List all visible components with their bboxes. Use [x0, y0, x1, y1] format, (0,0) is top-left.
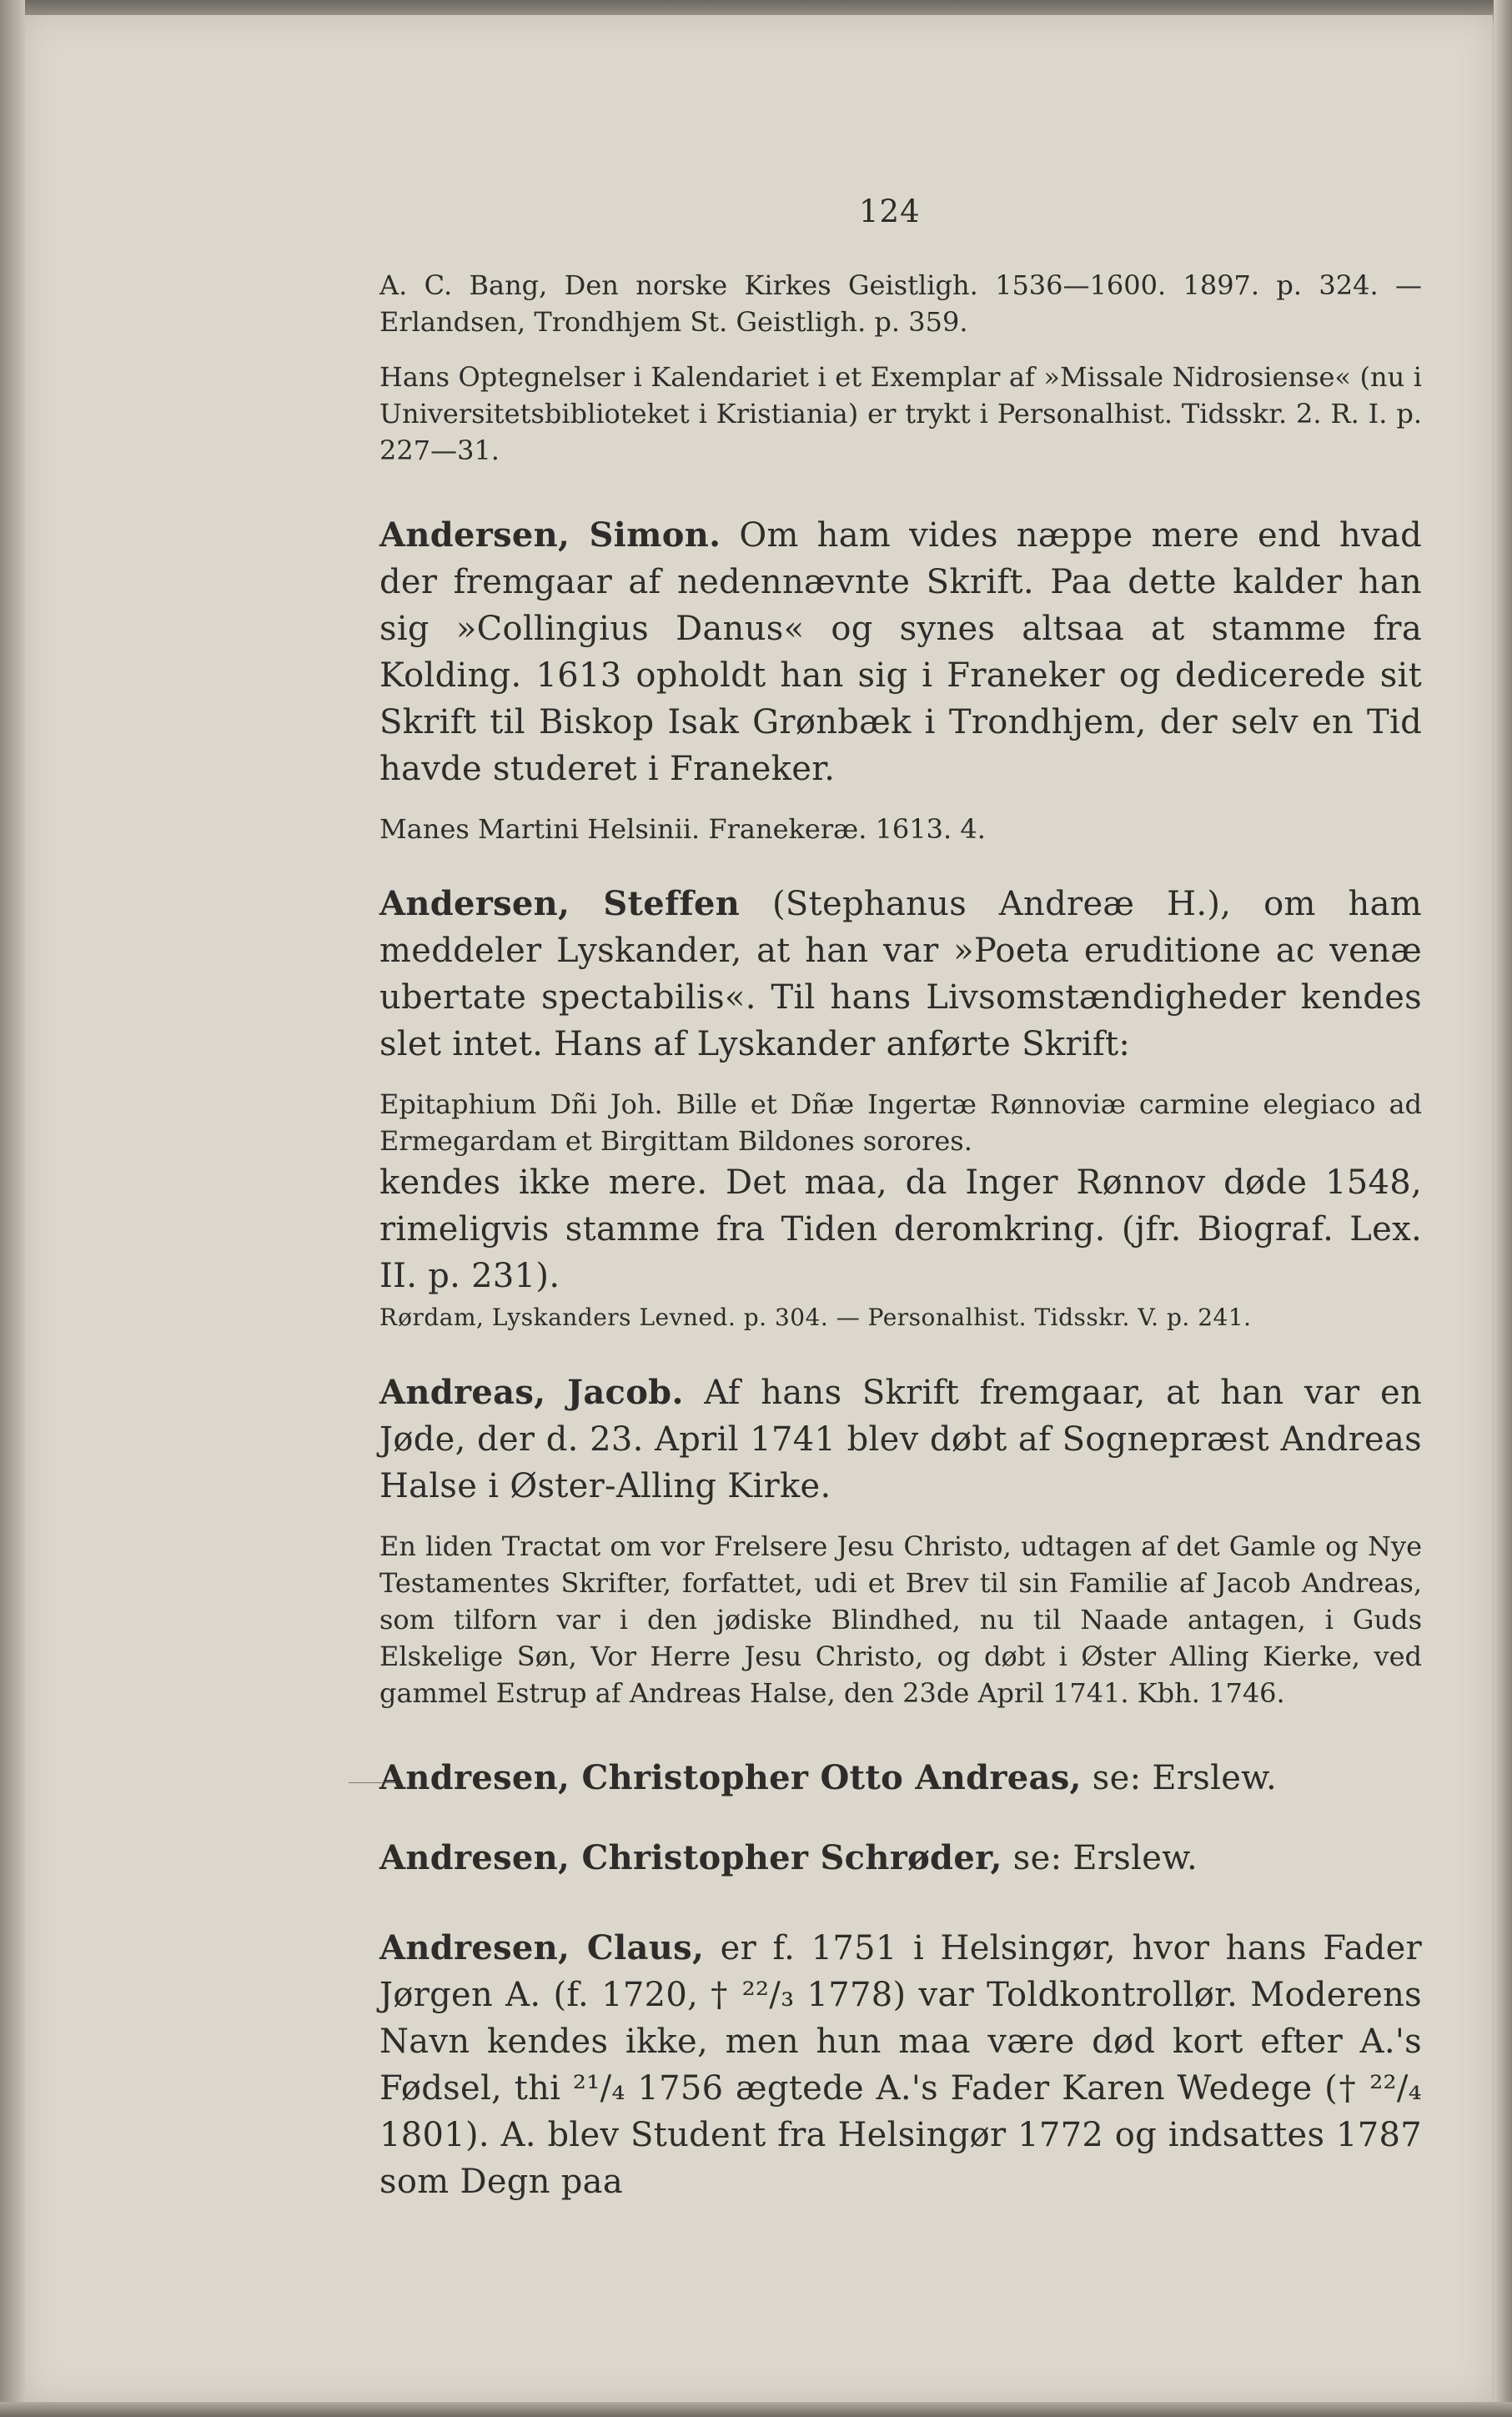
work-epitaphium: Epitaphium Dñi Joh. Bille et Dñæ Ingertæ Rønnoviæ carmine elegiaco ad Ermegardam et Birgittam Bildones sorores.: [379, 1088, 1422, 1157]
page-content: [379, 188, 1422, 2205]
reference-bang: A. C. Bang, Den norske Kirkes Geistligh. 1536—1600. 1897. p. 324. — Erlandsen, Trondhjem St. Geistligh. p. 359.: [379, 269, 1422, 338]
entry-andresen-claus: [379, 1925, 1422, 2205]
work-tractat: En liden Tractat om vor Frelsere Jesu Christo, udtagen af det Gamle og Nye Testamentes Skrifter, forfattet, udi et Brev til sin Familie af Jacob Andreas, som tilforn var i den jødiske Blindhed, nu til Naade antagen, i Guds Elskelige Søn, Vor Herre Jesu Christo, og døbt i Øster Alling Kierke, ved gammel Estrup af Andreas Halse, den 23de April 1741. Kbh. 1746.: [379, 1530, 1422, 1709]
entry-andresen-christopher-schroder: [379, 1835, 1422, 1882]
entry-andersen-simon: [379, 512, 1422, 792]
headword: Andersen, Simon.: [379, 515, 721, 555]
entry-andersen-steffen: [379, 881, 1422, 1068]
headword: Andresen, Christopher Otto Andreas,: [379, 1758, 1082, 1797]
entry-text: Om ham vides næppe mere end hvad der fremgaar af nedennævnte Skrift. Paa dette kalder han sig »Collingius Danus« og synes altsaa at stamme fra Kolding. 1613 opholdt han sig i Franeker og dedicerede sit Skrift til Biskop Isak Grønbæk i Trondhjem, der selv en Tid havde studeret i Franeker.: [379, 516, 1422, 788]
entry-text: se: Erslew.: [1081, 1759, 1277, 1797]
entry-text: Af hans Skrift fremgaar, at han var en Jøde, der d. 23. April 1741 blev døbt af Sognepræst Andreas Halse i Øster-Alling Kirke.: [379, 1374, 1423, 1505]
headword: Andresen, Claus,: [379, 1928, 705, 1967]
headword: Andersen, Steffen: [379, 884, 741, 923]
entry-andresen-christopher-otto: [379, 1755, 1422, 1801]
entry-andreas-jacob: [379, 1369, 1422, 1510]
entry-text: (Stephanus Andreæ H.), om ham meddeler Lyskander, at han var »Poeta eruditione ac venæ ubertate spectabilis«. Til hans Livsomstændigheder kendes slet intet. Hans af Lyskander anførte Skrift:: [379, 885, 1422, 1063]
scan-left-edge: [0, 0, 25, 2417]
scan-right-edge: [1494, 0, 1512, 2417]
entry-continuation: kendes ikke mere. Det maa, da Inger Rønnov døde 1548, rimeligvis stamme fra Tiden deromkring. (jfr. Biograf. Lex. II. p. 231).: [379, 1163, 1422, 1295]
headword: Andreas, Jacob.: [379, 1373, 684, 1412]
headword: Andresen, Christopher Schrøder,: [379, 1838, 1002, 1877]
work-manes-martini: Manes Martini Helsinii. Franekeræ. 1613. 4.: [379, 813, 986, 845]
page-number: 124: [859, 193, 921, 229]
scan-bottom-edge: [0, 2402, 1512, 2417]
reference-rordam: Rørdam, Lyskanders Levned. p. 304. — Personalhist. Tidsskr. V. p. 241.: [379, 1304, 1252, 1331]
note-optegnelser: Hans Optegnelser i Kalendariet i et Exemplar af »Missale Nidrosiense« (nu i Universitetsbiblioteket i Kristiania) er trykt i Personalhist. Tidsskr. 2. R. I. p. 227—31.: [379, 361, 1422, 466]
entry-text: se: Erslew.: [1002, 1839, 1198, 1877]
entry-text: er f. 1751 i Helsingør, hvor hans Fader Jørgen A. (f. 1720, † ²²/₃ 1778) var Toldkontrollør. Moderens Navn kendes ikke, men hun maa være død kort efter A.'s Fødsel, thi ²¹/₄ 1756 ægtede A.'s Fader Karen Wedege († ²²/₄ 1801). A. blev Student fra Helsingør 1772 og indsattes 1787 som Degn paa: [379, 1929, 1422, 2201]
